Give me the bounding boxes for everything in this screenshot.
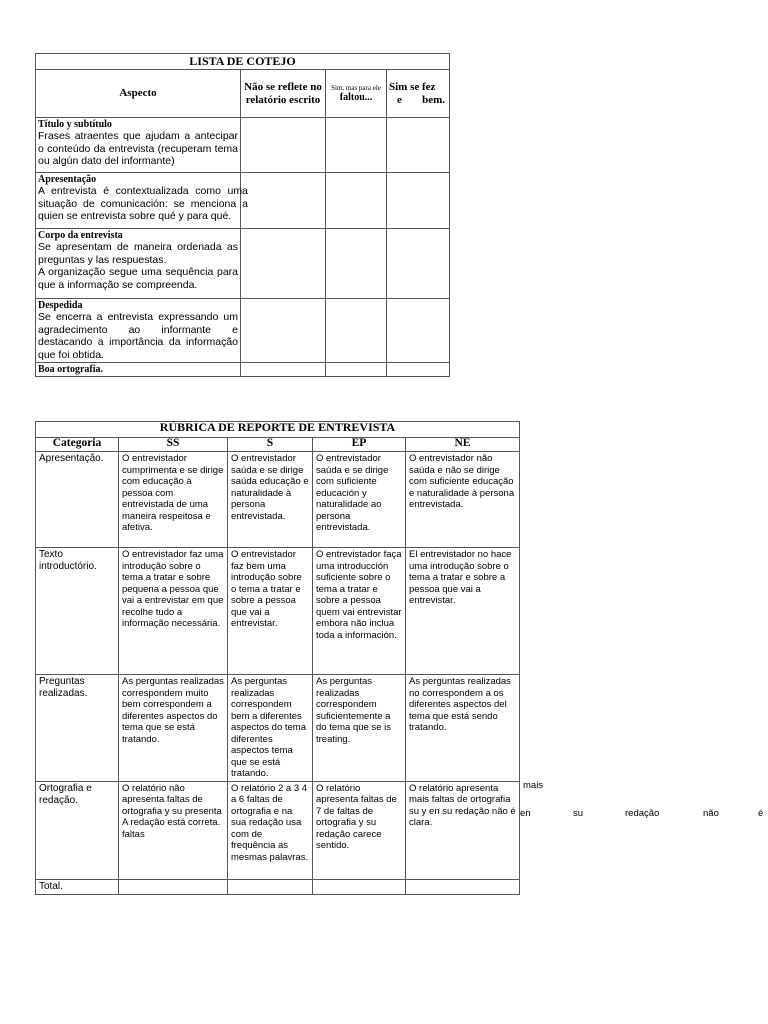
category-cell: Texto introductório. bbox=[36, 548, 119, 675]
check-cell[interactable] bbox=[241, 173, 326, 229]
aspect-cell bbox=[36, 363, 241, 377]
rubrica-table bbox=[35, 421, 520, 895]
aspect-text: Se encerra a entrevista expressando um agradecimento ao informante e destacando a importância da informação que foi obtida. bbox=[38, 311, 238, 361]
level-ss-cell bbox=[119, 879, 228, 894]
header-ne: NE bbox=[406, 438, 520, 452]
check-cell[interactable] bbox=[241, 363, 326, 377]
aspect-text: Se apresentam de maneira ordenada as preguntas y las respuestas. bbox=[38, 241, 238, 266]
check-cell[interactable] bbox=[326, 118, 387, 173]
level-s-cell: O entrevistador faz bem uma introdução sobre o tema a tratar e sobre a pessoa que vai a entrevistar. bbox=[228, 548, 313, 675]
check-cell[interactable] bbox=[326, 299, 387, 363]
header-ep: EP bbox=[313, 438, 406, 452]
check-cell[interactable] bbox=[326, 363, 387, 377]
check-cell[interactable] bbox=[387, 299, 450, 363]
header-sim-mas-main: faltou... bbox=[339, 92, 373, 103]
overflow-word: mais bbox=[523, 780, 544, 791]
level-ep-cell: As perguntas realizadas correspondem suficientemente a do tema que se is treating. bbox=[313, 675, 406, 782]
level-ss-cell: O entrevistador faz uma introdução sobre o tema a tratar e sobre pequena a pessoa que vai a entrevistar em que recolhe tudo a informação necessária. bbox=[119, 548, 228, 675]
aspect-title: Apresentação bbox=[38, 174, 97, 185]
check-cell[interactable] bbox=[241, 299, 326, 363]
level-ss-cell: O entrevistador cumprimenta e se dirige com educação à pessoa com entrevistada de uma maneira respeitosa e afetiva. bbox=[119, 452, 228, 548]
overflow-word: não bbox=[703, 808, 719, 819]
level-ne-cell: As perguntas realizadas no correspondem a os diferentes aspectos del tema que está sendo tratando. bbox=[406, 675, 520, 782]
check-cell[interactable] bbox=[326, 173, 387, 229]
header-sim-mas-small: Sim, mas para ele bbox=[331, 84, 381, 92]
check-cell[interactable] bbox=[387, 229, 450, 299]
level-ep-cell: O entrevistador saúda e se dirige com suficiente educación y naturalidade ao persona entrevistada. bbox=[313, 452, 406, 548]
check-cell[interactable] bbox=[326, 229, 387, 299]
aspect-cell bbox=[36, 229, 241, 299]
check-cell[interactable] bbox=[387, 118, 450, 173]
header-sim-mas bbox=[326, 70, 387, 118]
lista-title: LISTA DE COTEJO bbox=[36, 54, 450, 70]
level-ne-cell: El entrevistador no hace uma introdução sobre o tema a tratar e sobre a pessoa que vai a entrevistar. bbox=[406, 548, 520, 675]
level-ep-cell: O entrevistador faça uma introducción suficiente sobre o tema a tratar e sobre a pessoa quem vai entrevistar embora não inclua toda a información. bbox=[313, 548, 406, 675]
aspect-cell bbox=[36, 299, 241, 363]
level-ss-cell: O relatório não apresenta faltas de ortografia y su presenta A redação está correta. faltas bbox=[119, 781, 228, 879]
category-cell: Preguntas realizadas. bbox=[36, 675, 119, 782]
check-cell[interactable] bbox=[241, 118, 326, 173]
rubrica-title: RÚBRICA DE REPORTE DE ENTREVISTA bbox=[36, 422, 520, 438]
aspect-title: Título y subtítulo bbox=[38, 119, 112, 130]
level-ne-cell: O entrevistador não saúda e não se dirige com suficiente educação e naturalidade à persona entrevistada. bbox=[406, 452, 520, 548]
aspect-title: Despedida bbox=[38, 300, 83, 311]
overflow-word: redação bbox=[625, 808, 660, 819]
level-ep-cell: O relatório apresenta faltas de 7 de faltas de ortografia y su redação carece sentido. bbox=[313, 781, 406, 879]
aspect-text-2: A organização segue uma sequência para que a informação se compreenda. bbox=[38, 266, 238, 291]
header-s: S bbox=[228, 438, 313, 452]
check-cell[interactable] bbox=[387, 363, 450, 377]
header-categoria: Categoria bbox=[36, 438, 119, 452]
category-cell: Apresentação. bbox=[36, 452, 119, 548]
header-aspecto: Aspecto bbox=[36, 70, 241, 118]
category-cell: Ortografia e redação. bbox=[36, 781, 119, 879]
category-cell: Total. bbox=[36, 879, 119, 894]
header-sim-fez-3: bem. bbox=[422, 93, 446, 106]
aspect-text: A entrevista é contextualizada como uma situação de comunicación: se menciona a quien se entrevista sobre qué y para qué. bbox=[38, 185, 248, 222]
level-ep-cell bbox=[313, 879, 406, 894]
aspect-cell bbox=[36, 118, 241, 173]
aspect-title: Boa ortografia. bbox=[38, 364, 103, 375]
level-s-cell: As perguntas realizadas correspondem bem a diferentes aspectos do tema diferentes aspectos tema que se está tratando. bbox=[228, 675, 313, 782]
check-cell[interactable] bbox=[241, 229, 326, 299]
overflow-word: en bbox=[520, 808, 531, 819]
level-ne-cell bbox=[406, 879, 520, 894]
lista-de-cotejo-table bbox=[35, 53, 450, 377]
aspect-text: Frases atraentes que ajudam a antecipar o conteúdo da entrevista (recuperam tema ou algún dato del informante) bbox=[38, 130, 238, 167]
header-sim-fez-2: e bbox=[397, 93, 402, 106]
check-cell[interactable] bbox=[387, 173, 450, 229]
overflow-word: su bbox=[573, 808, 584, 819]
header-sim-fez bbox=[387, 70, 450, 118]
level-s-cell: O relatório 2 a 3 4 a 6 faltas de ortografia e na sua redação usa com de frequência as mesmas palavras. bbox=[228, 781, 313, 879]
aspect-cell bbox=[36, 173, 248, 229]
header-ss: SS bbox=[119, 438, 228, 452]
level-ne-cell: O relatório apresenta mais faltas de ortografia su y en su redação não é clara. bbox=[406, 781, 520, 879]
header-sim-fez-1: Sim se fez bbox=[389, 80, 436, 93]
level-s-cell: O entrevistador saúda e se dirige saúda educação e naturalidade à persona entrevistada. bbox=[228, 452, 313, 548]
aspect-title: Corpo da entrevista bbox=[38, 230, 123, 241]
overflow-word: é bbox=[758, 808, 764, 819]
header-nao-reflete: Não se reflete no relatório escrito bbox=[241, 70, 326, 118]
level-ss-cell: As perguntas realizadas correspondem muito bem correspondem a diferentes aspectos do tema que se está tratando. bbox=[119, 675, 228, 782]
level-s-cell bbox=[228, 879, 313, 894]
